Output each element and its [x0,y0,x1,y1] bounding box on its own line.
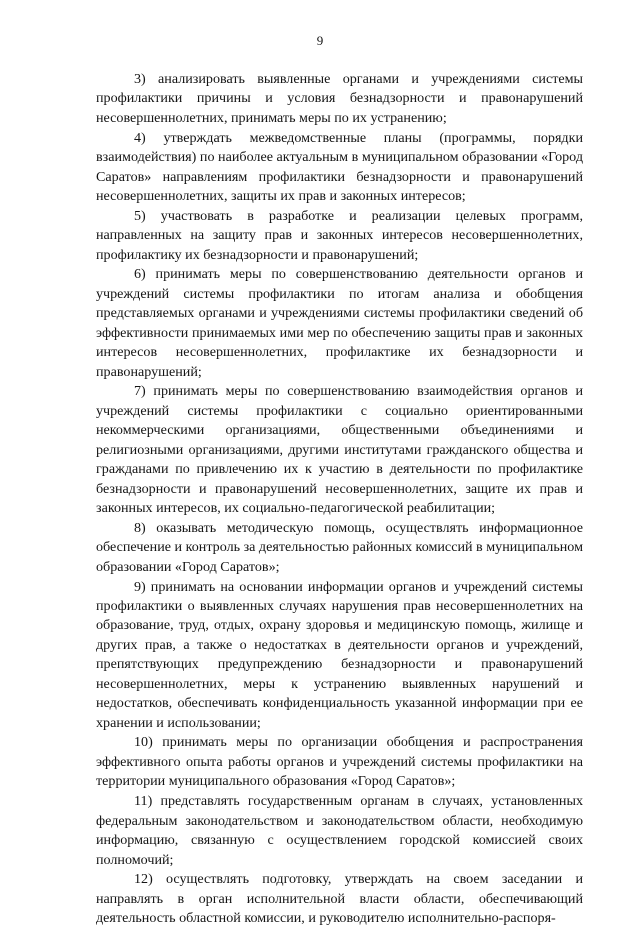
paragraph-item-3: 3) анализировать выявленные органами и учреждениями системы профилактики причины и условия безнадзорности и правонарушений несовершеннолетних, принимать меры по их устранению; [96,71,583,126]
paragraph-item-9: 9) принимать на основании информации органов и учреждений системы профилактики о выявленных случаях нарушения прав несовершеннолетних на образование, труд, отдых, охрану здоровья и медицинскую помощь, жилище и других прав, а также о недостатках в деятельности органов и учреждений, препятствующих предупреждению безнадзорности и правонарушений несовершеннолетних, меры к устранению выявленных нарушений и недостатков, обеспечивать конфиденциальность указанной информации при ее хранении и использовании; [96,578,583,731]
document-body [96,70,583,929]
paragraph-item-8: 8) оказывать методическую помощь, осуществлять информационное обеспечение и контроль за деятельностью районных комиссий в муниципальном образовании «Город Саратов»; [96,519,583,575]
paragraph-item-7: 7) принимать меры по совершенствованию взаимодействия органов и учреждений системы профилактики с социально ориентированными некоммерческими организациями, общественными объединениями и религиозными организациями, другими институтами гражданского общества и гражданами по привлечению их к участию в деятельности по профилактике безнадзорности и правонарушений несовершеннолетних, защите их прав и законных интересов, их социально-педагогической реабилитации; [96,383,583,517]
paragraph-item-4: 4) утверждать межведомственные планы (программы, порядки взаимодействия) по наиболее актуальным в муниципальном образовании «Город Саратов» направлениям профилактики безнадзорности и правонарушений несовершеннолетних, защиты их прав и законных интересов; [96,129,583,205]
paragraph-item-10: 10) принимать меры по организации обобщения и распространения эффективного опыта работы органов и учреждений системы профилактики на территории муниципального образования «Город Саратов»; [96,734,583,790]
page-number: 9 [316,33,324,48]
paragraph-item-5: 5) участвовать в разработке и реализации целевых программ, направленных на защиту прав и законных интересов несовершеннолетних, профилактику их безнадзорности и правонарушений; [96,207,583,263]
paragraph-item-11: 11) представлять государственным органам в случаях, установленных федеральным законодательством и законодательством области, необходимую информацию, связанную с осуществлением городской комиссией своих полномочий; [96,793,583,868]
paragraph-item-6: 6) принимать меры по совершенствованию деятельности органов и учреждений системы профилактики по итогам анализа и обобщения представляемых органами и учреждениями системы профилактики сведений об эффективности принимаемых ими мер по обеспечению защиты прав и законных интересов несовершеннолетних, профилактике их безнадзорности и правонарушений; [96,266,583,380]
paragraph-item-12: 12) осуществлять подготовку, утверждать на своем заседании и направлять в орган исполнительной власти области, обеспечивающий деятельность областной комиссии, и руководителю исполнительно-распоря- [96,871,583,927]
